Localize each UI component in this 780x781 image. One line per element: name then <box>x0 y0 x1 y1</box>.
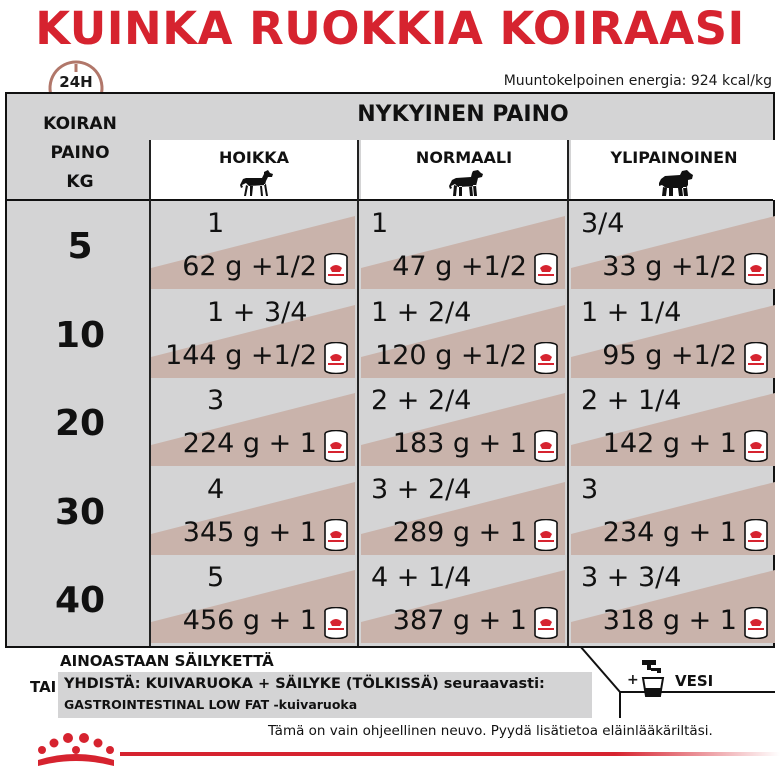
wet-food-amount: 95 g +1/2 <box>602 339 737 371</box>
dry-food-cups: 3 <box>581 473 599 505</box>
dry-food-cups: 1 + 3/4 <box>207 296 308 328</box>
can-icon <box>743 519 769 551</box>
wet-food-amount: 224 g + 1 <box>182 428 317 459</box>
feeding-cell <box>361 379 565 466</box>
dog-weight-kg: 10 <box>54 314 106 356</box>
dry-food-cups: 3/4 <box>581 208 625 239</box>
feeding-cell <box>151 202 355 289</box>
column-header-normal: NORMAALI <box>361 140 567 200</box>
dry-food-cups: 1 <box>371 208 389 239</box>
wet-food-amount: 183 g + 1 <box>392 428 527 459</box>
column-header-overweight: YLIPAINOINEN <box>571 140 777 200</box>
feeding-cell <box>361 202 565 289</box>
dry-food-cups: 3 + 2/4 <box>371 473 472 505</box>
can-icon <box>323 519 349 551</box>
can-icon <box>323 430 349 462</box>
energy-info: Muuntokelpoinen energia: 924 kcal/kg <box>503 73 772 89</box>
column-header-slim: HOIKKA <box>151 140 357 200</box>
feeding-cell <box>151 291 355 378</box>
can-icon <box>743 342 769 374</box>
feeding-cell <box>361 556 565 643</box>
can-icon <box>743 253 769 285</box>
feeding-cell <box>571 202 775 289</box>
wet-food-amount: 62 g +1/2 <box>182 251 317 282</box>
wet-food-amount: 387 g + 1 <box>392 605 527 636</box>
wet-food-amount: 144 g +1/2 <box>165 339 317 371</box>
can-icon <box>743 607 769 639</box>
dog-weight-kg: 40 <box>54 580 106 621</box>
royal-canin-crown-logo <box>34 730 118 768</box>
feeding-cell <box>361 291 565 378</box>
can-icon <box>533 253 559 285</box>
water-label: VESI <box>675 672 714 690</box>
feeding-cell <box>571 556 775 643</box>
clock-label: 24H <box>59 73 93 91</box>
dog-weight-kg: 5 <box>67 226 93 267</box>
dog-weight-kg: 20 <box>54 403 106 444</box>
column-divider <box>567 140 569 646</box>
dry-food-name: GASTROINTESTINAL LOW FAT -kuivaruoka <box>64 697 358 712</box>
page-title: KUINKA RUOKKIA KOIRAASI <box>35 2 745 55</box>
wet-food-amount: 142 g + 1 <box>602 428 737 459</box>
water-plus: + <box>627 672 639 688</box>
dry-food-cups: 5 <box>207 562 225 593</box>
normal-dog-icon <box>444 168 484 198</box>
feeding-cell <box>571 468 775 555</box>
wet-food-amount: 47 g +1/2 <box>392 251 527 282</box>
wet-food-amount: 456 g + 1 <box>182 605 317 636</box>
dry-food-cups: 2 + 1/4 <box>581 385 682 416</box>
dog-weight-header: KOIRAN PAINO KG <box>43 114 117 192</box>
wet-food-amount: 234 g + 1 <box>602 516 737 548</box>
disclaimer: Tämä on vain ohjeellinen neuvo. Pyydä lisätietoa eläinlääkäriltäsi. <box>268 723 713 739</box>
wet-food-amount: 120 g +1/2 <box>375 339 527 371</box>
dry-food-cups: 4 + 1/4 <box>371 562 472 593</box>
can-icon <box>323 253 349 285</box>
can-icon <box>323 607 349 639</box>
feeding-table <box>5 92 775 648</box>
can-icon <box>533 342 559 374</box>
water-tap-icon <box>638 658 668 698</box>
feeding-cell <box>151 556 355 643</box>
dry-food-cups: 1 <box>207 208 225 239</box>
wet-food-amount: 345 g + 1 <box>182 516 317 548</box>
dry-food-cups: 1 + 2/4 <box>371 296 472 328</box>
or-label: TAI <box>30 678 57 696</box>
feeding-cell <box>151 468 355 555</box>
wet-food-amount: 33 g +1/2 <box>602 251 737 282</box>
can-icon <box>743 430 769 462</box>
header-rule <box>7 199 773 201</box>
feeding-cell <box>571 291 775 378</box>
current-weight-header: NYKYINEN PAINO <box>357 102 569 127</box>
wet-food-amount: 289 g + 1 <box>392 516 527 548</box>
can-icon <box>533 607 559 639</box>
dry-food-cups: 3 <box>207 385 225 416</box>
can-icon <box>323 342 349 374</box>
overweight-dog-icon <box>654 168 694 198</box>
wet-food-amount: 318 g + 1 <box>602 605 737 636</box>
feeding-cell <box>151 379 355 466</box>
brand-rule <box>120 752 780 756</box>
dog-weight-kg: 30 <box>54 491 106 533</box>
only-can-label: AINOASTAAN SÄILYKETTÄ <box>60 652 274 670</box>
dry-food-cups: 4 <box>207 473 225 505</box>
slim-dog-icon <box>234 168 274 198</box>
mix-instruction: YHDISTÄ: KUIVARUOKA + SÄILYKE (TÖLKISSÄ) seuraavasti: <box>64 676 545 692</box>
feeding-cell <box>361 468 565 555</box>
can-icon <box>533 430 559 462</box>
dry-food-cups: 1 + 1/4 <box>581 296 682 328</box>
can-icon <box>533 519 559 551</box>
feeding-cell <box>571 379 775 466</box>
column-divider <box>357 140 359 646</box>
dry-food-cups: 3 + 3/4 <box>581 562 682 593</box>
dry-food-cups: 2 + 2/4 <box>371 385 472 416</box>
